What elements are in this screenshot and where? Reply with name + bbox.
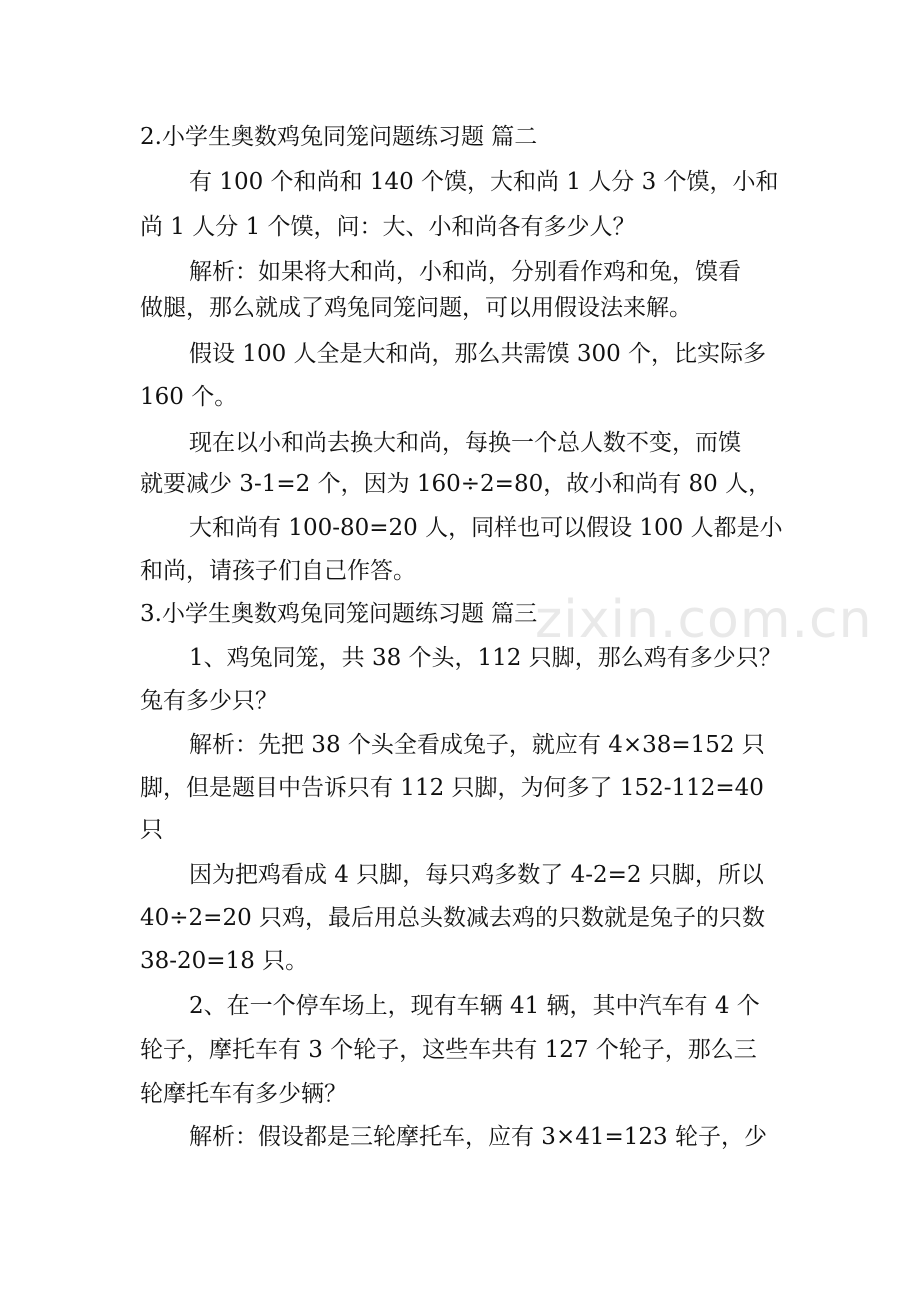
paragraph-line: 现在以小和尚去换大和尚，每换一个总人数不变，而馍 xyxy=(189,430,741,456)
paragraph-line: 解析：如果将大和尚，小和尚，分别看作鸡和兔，馍看 xyxy=(189,259,741,285)
paragraph-line: 和尚，请孩子们自己作答。 xyxy=(140,558,416,584)
paragraph-line: 1、鸡兔同笼，共 38 个头，112 只脚，那么鸡有多少只？ xyxy=(189,645,782,671)
paragraph-line: 轮摩托车有多少辆？ xyxy=(140,1081,347,1107)
paragraph-line: 就要减少 3-1=2 个，因为 160÷2=80，故小和尚有 80 人， xyxy=(140,471,772,497)
paragraph-line: 大和尚有 100-80=20 人，同样也可以假设 100 人都是小 xyxy=(189,515,783,541)
section-heading-2: 2.小学生奥数鸡兔同笼问题练习题 篇二 xyxy=(140,124,538,150)
paragraph-line: 解析：先把 38 个头全看成兔子，就应有 4×38=152 只 xyxy=(189,732,765,758)
paragraph-line: 2、在一个停车场上，现有车辆 41 辆，其中汽车有 4 个 xyxy=(189,993,760,1019)
paragraph-line: 做腿，那么就成了鸡兔同笼问题，可以用假设法来解。 xyxy=(140,295,692,321)
paragraph-line: 160 个。 xyxy=(140,384,238,410)
paragraph-line: 兔有多少只？ xyxy=(140,688,278,714)
paragraph-line: 尚 1 人分 1 个馍，问：大、小和尚各有多少人？ xyxy=(140,214,636,240)
paragraph-line: 脚，但是题目中告诉只有 112 只脚，为何多了 152-112=40 xyxy=(140,775,764,801)
watermark: zixin.com.cn xyxy=(535,590,873,650)
paragraph-line: 解析：假设都是三轮摩托车，应有 3×41=123 轮子，少 xyxy=(189,1124,767,1150)
paragraph-line: 有 100 个和尚和 140 个馍，大和尚 1 人分 3 个馍，小和 xyxy=(189,169,779,195)
paragraph-line: 只 xyxy=(140,817,163,843)
paragraph-line: 因为把鸡看成 4 只脚，每只鸡多数了 4-2=2 只脚，所以 xyxy=(189,862,764,888)
paragraph-line: 38-20=18 只。 xyxy=(140,948,309,974)
paragraph-line: 40÷2=20 只鸡，最后用总头数减去鸡的只数就是兔子的只数 xyxy=(140,905,766,931)
paragraph-line: 假设 100 人全是大和尚，那么共需馍 300 个，比实际多 xyxy=(189,341,767,367)
paragraph-line: 轮子，摩托车有 3 个轮子，这些车共有 127 个轮子，那么三 xyxy=(140,1037,757,1063)
section-heading-3: 3.小学生奥数鸡兔同笼问题练习题 篇三 xyxy=(140,601,538,627)
